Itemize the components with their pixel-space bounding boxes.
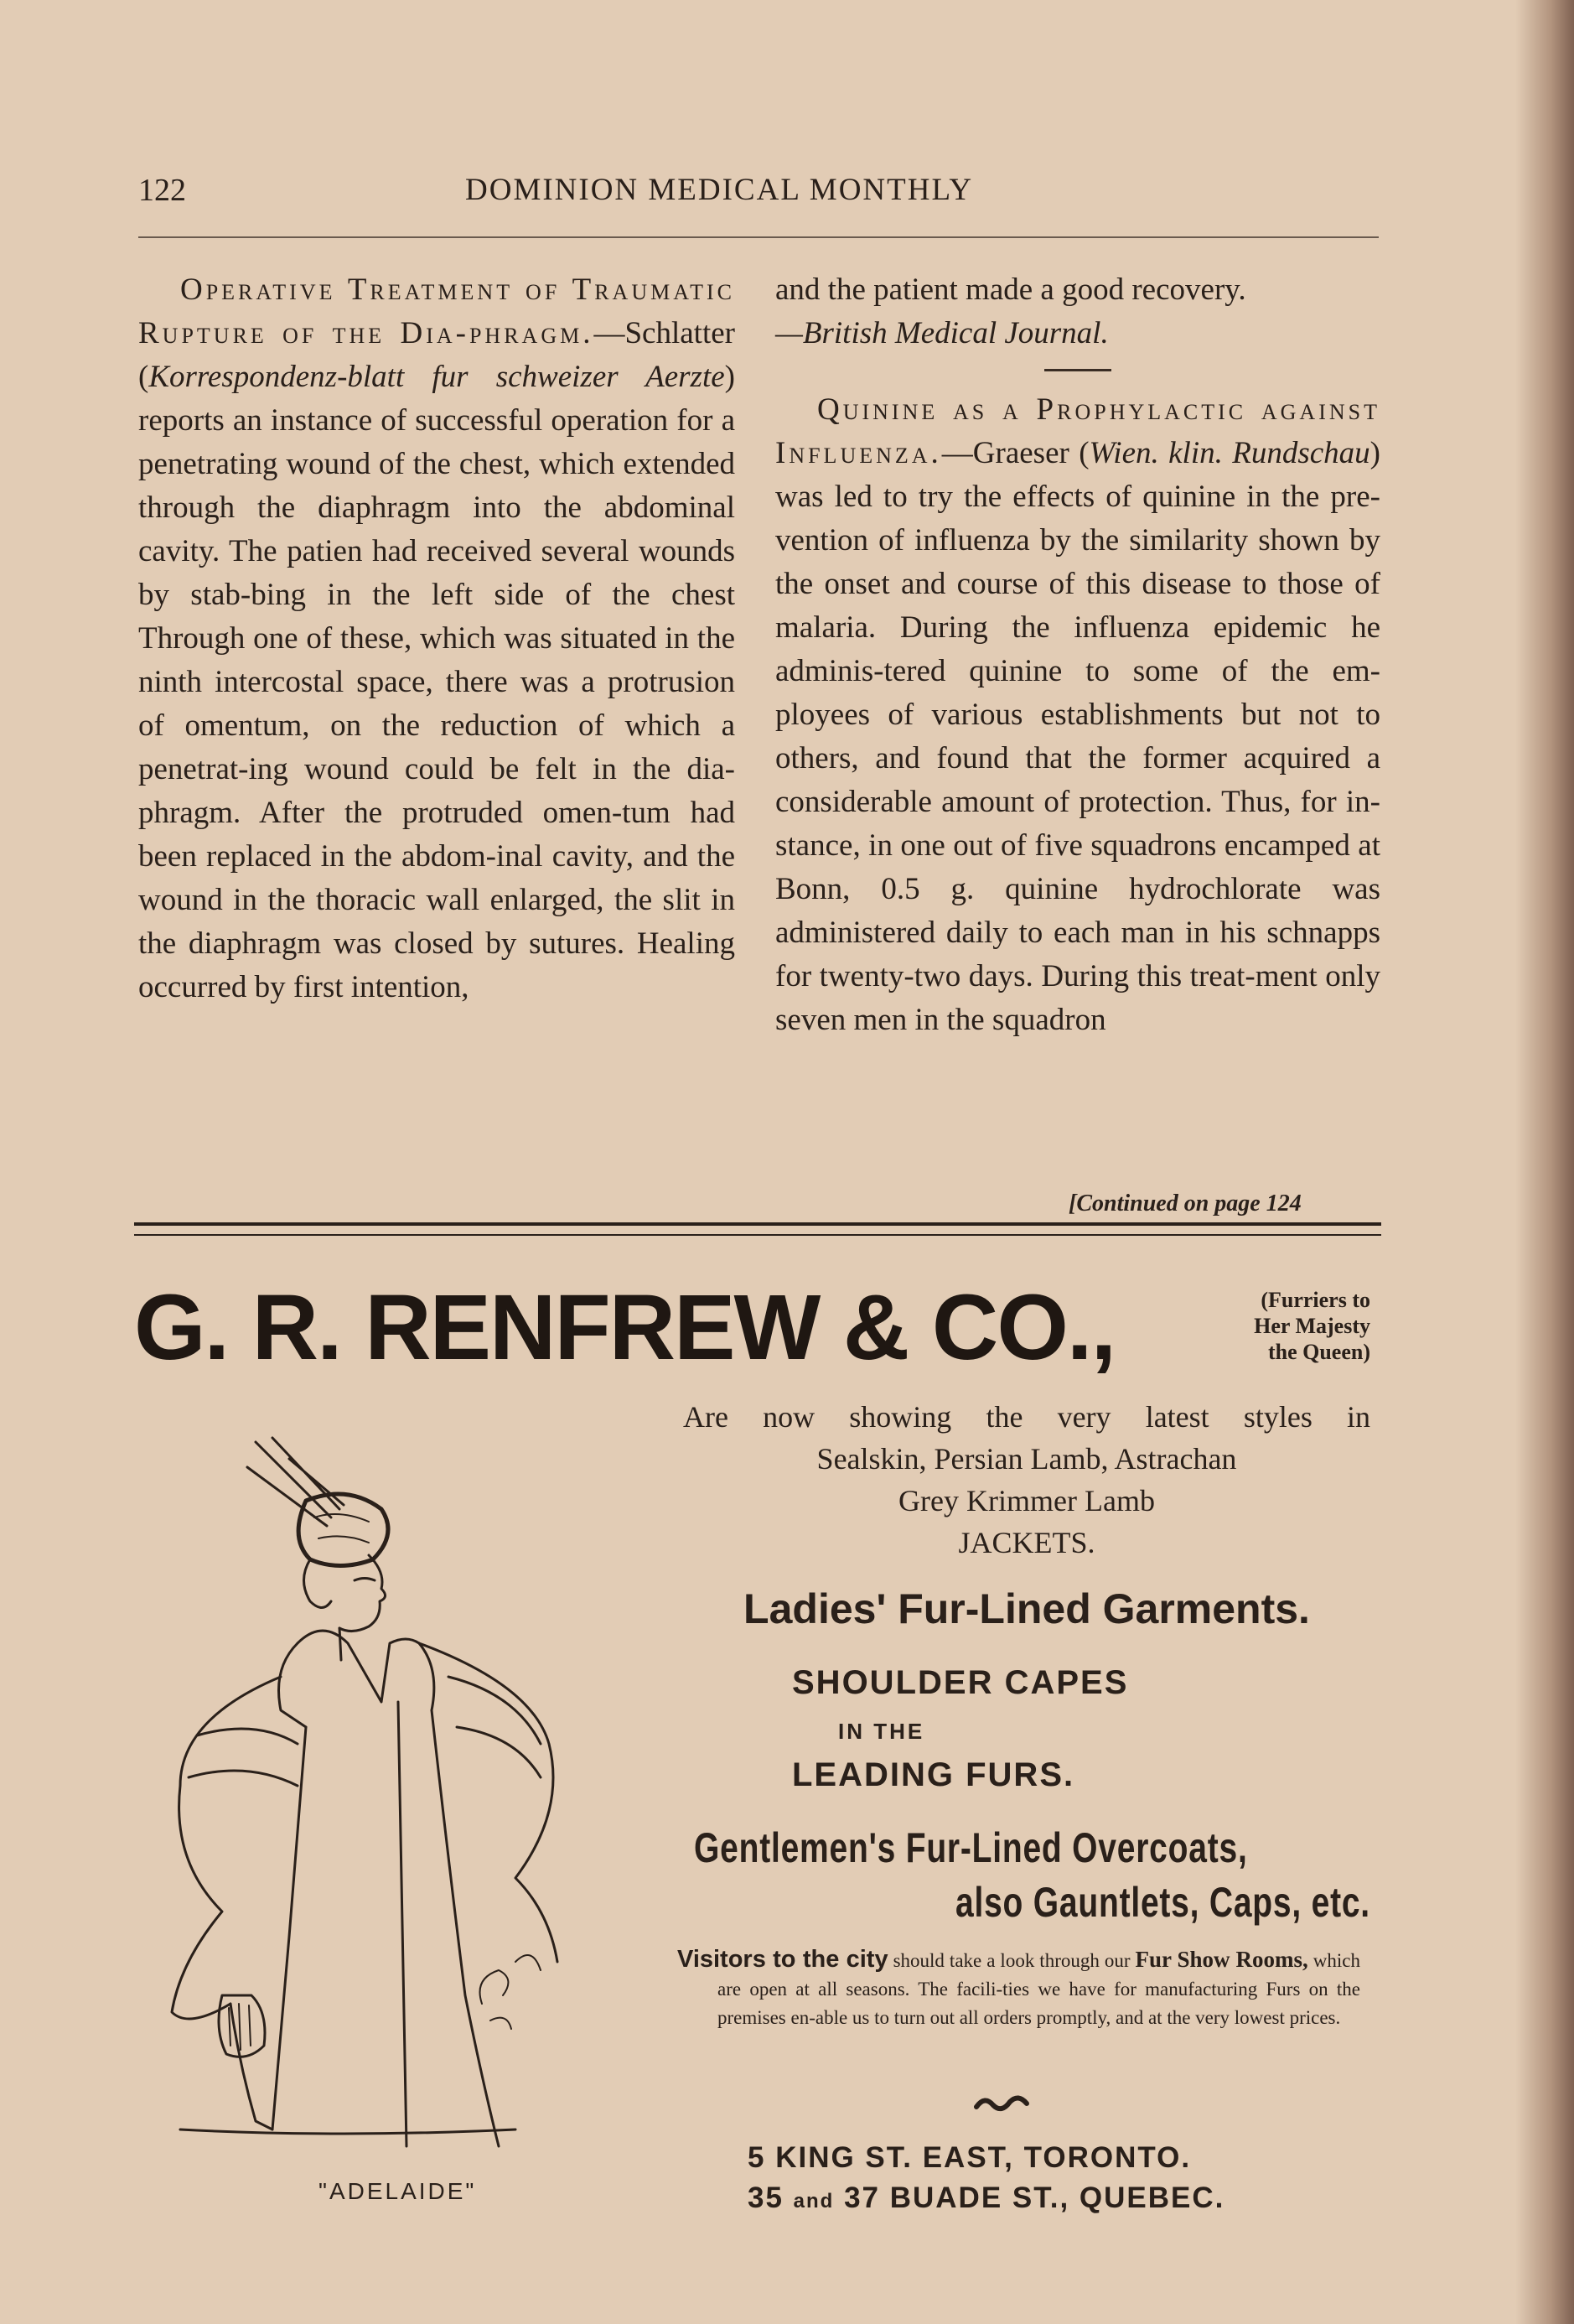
article1-paragraph: Operative Treatment of Traumatic Rupture of the Dia-phragm.—Schlatter (Korrespondenz-blatt fur schweizer Aerzte) reports an instance of successful operation for a penetrating wound of the chest, which extended through the diaphragm into the abdominal cavity. The patien had received several wounds by stab-bing in the left side of the chest Through one of these, which was situated in the ninth intercostal space, there was a protrusion of omentum, on the reduction of which a penetrat-ing wound could be felt in the dia-phragm. After the protruded omen-tum had been replaced in the abdom-inal cavity, and the wound in the thoracic wall enlarged, the slit in the diaphragm was closed by sutures. Healing occurred by first intention, xyxy=(138,272,735,1004)
illustration-caption: "ADELAIDE" xyxy=(318,2178,477,2204)
continued-note: [Continued on page 124 xyxy=(1069,1191,1302,1216)
article1-heading: Operative Treatment of Traumatic Rupture of the Dia-phragm. xyxy=(138,272,735,350)
left-column xyxy=(138,268,735,1009)
article1-source: Korrespondenz-blatt fur schweizer Aerzte xyxy=(148,360,725,394)
article2-body: was led to try the effects of quinine in the pre-vention of influenza by the similarity shown by the onset and course of this disease to those of malaria. During the influenza epidemic he adminis-tered quinine to some of the em-ployees of various establishments but not to others, and found that the former acquired a considerable amount of protection. Thus, for in-stance, in one out of five squadrons encamped at Bonn, 0.5 g. quinine hydrochlorate was administered daily to each man in his schnapps for twenty-two days. During this treat-ment only seven men in the squadron xyxy=(775,480,1380,1037)
page-number: 122 xyxy=(138,173,186,208)
advert-gauntlets: also Gauntlets, Caps, etc. xyxy=(955,1879,1370,1926)
advert-leading-furs: LEADING FURS. xyxy=(792,1756,1075,1793)
article2-paragraph: Quinine as a Prophylactic against Influenza.—Graeser (Wien. klin. Rundschau) was led to try the effects of quinine in the pre-vention of influenza by the similarity shown by the onset and course of this disease to those of malaria. During the influenza epidemic he adminis-tered quinine to some of the em-ployees of various establishments but not to others, and found that the former acquired a considerable amount of protection. Thus, for in-stance, in one out of five squadrons encamped at Bonn, 0.5 g. quinine hydrochlorate was administered daily to each man in his schnapps for twenty-two days. During this treat-ment only seven men in the squadron xyxy=(775,392,1380,1037)
advert-furriers-note xyxy=(1119,1287,1370,1365)
advert-intro xyxy=(683,1396,1370,1564)
header-rule xyxy=(138,236,1379,238)
advert-intro-line-2: Sealskin, Persian Lamb, Astrachan xyxy=(816,1442,1237,1476)
visitors-lead: Visitors to the city xyxy=(677,1946,888,1973)
advert-shoulder-capes: SHOULDER CAPES xyxy=(792,1664,1129,1701)
advert-overcoats: Gentlemen's Fur-Lined Overcoats, xyxy=(694,1824,1248,1871)
advert-rule-thick xyxy=(134,1222,1381,1226)
page-edge-shadow xyxy=(1515,0,1574,2324)
advert-in-the: IN THE xyxy=(838,1719,925,1744)
article2-author: —Graeser xyxy=(941,436,1069,470)
address-quebec-number-a: 35 xyxy=(748,2181,784,2214)
lady-in-fur-cape-illustration xyxy=(130,1392,683,2213)
address-quebec-and: and xyxy=(793,2190,835,2212)
advert-intro-line-4: JACKETS. xyxy=(958,1526,1095,1559)
furriers-line-2: Her Majesty xyxy=(1254,1314,1370,1338)
advert-rule-thin xyxy=(134,1234,1381,1236)
address-quebec-number-b: 37 BUADE ST., QUEBEC. xyxy=(844,2181,1225,2214)
article2-heading: Quinine as a Prophylactic against Influenza. xyxy=(775,392,1380,470)
visitors-text-1: should take a look through our xyxy=(893,1950,1131,1971)
furriers-line-1: (Furriers to xyxy=(1261,1288,1370,1312)
page-header xyxy=(138,172,1379,222)
advert-ladies-fur-lined: Ladies' Fur-Lined Garments. xyxy=(743,1585,1310,1632)
furriers-line-3: the Queen) xyxy=(1267,1340,1370,1364)
article1-author: —Schlatter xyxy=(593,316,735,350)
right-column xyxy=(775,268,1380,1042)
article1-body: reports an instance of successful operation for a penetrating wound of the chest, which extended through the diaphragm into the abdominal cavity. The patien had received several wounds by stab-bing in the left side of the chest Through one of these, which was situated in the ninth intercostal space, there was a protrusion of omentum, on the reduction of which a penetrat-ing wound could be felt in the dia-phragm. After the protruded omen-tum had been replaced in the abdom-inal cavity, and the wound in the thoracic wall enlarged, the slit in the diaphragm was closed by sutures. Healing occurred by first intention, xyxy=(138,403,735,1004)
visitors-paragraph xyxy=(677,1945,1360,2032)
article2-source: Wien. klin. Rundschau xyxy=(1089,436,1370,470)
journal-title: DOMINION MEDICAL MONTHLY xyxy=(465,173,974,207)
article1-citation: —British Medical Journal. xyxy=(775,316,1109,350)
article1-conclusion: and the patient made a good recovery. xyxy=(775,272,1246,307)
address-toronto: 5 KING ST. EAST, TORONTO. xyxy=(748,2141,1192,2174)
visitors-showrooms: Fur Show Rooms, xyxy=(1135,1947,1308,1972)
visitors-text-2: which are open at all seasons. The facili-ties we have for manufacturing Furs on the premises en-able us to turn out all orders promptly, and at the very lowest prices. xyxy=(717,1950,1361,2028)
ornament-icon xyxy=(972,2092,1031,2115)
advert-intro-line-1: Are now showing the very latest styles in xyxy=(683,1400,1370,1434)
advert-visitors-note xyxy=(677,1945,1360,2032)
article-divider xyxy=(1044,369,1111,371)
advert-company-name: G. R. RENFREW & CO., xyxy=(134,1276,1115,1379)
advert-addresses xyxy=(748,2138,1225,2222)
address-quebec xyxy=(748,2178,1225,2222)
advert-intro-line-3: Grey Krimmer Lamb xyxy=(898,1484,1155,1517)
